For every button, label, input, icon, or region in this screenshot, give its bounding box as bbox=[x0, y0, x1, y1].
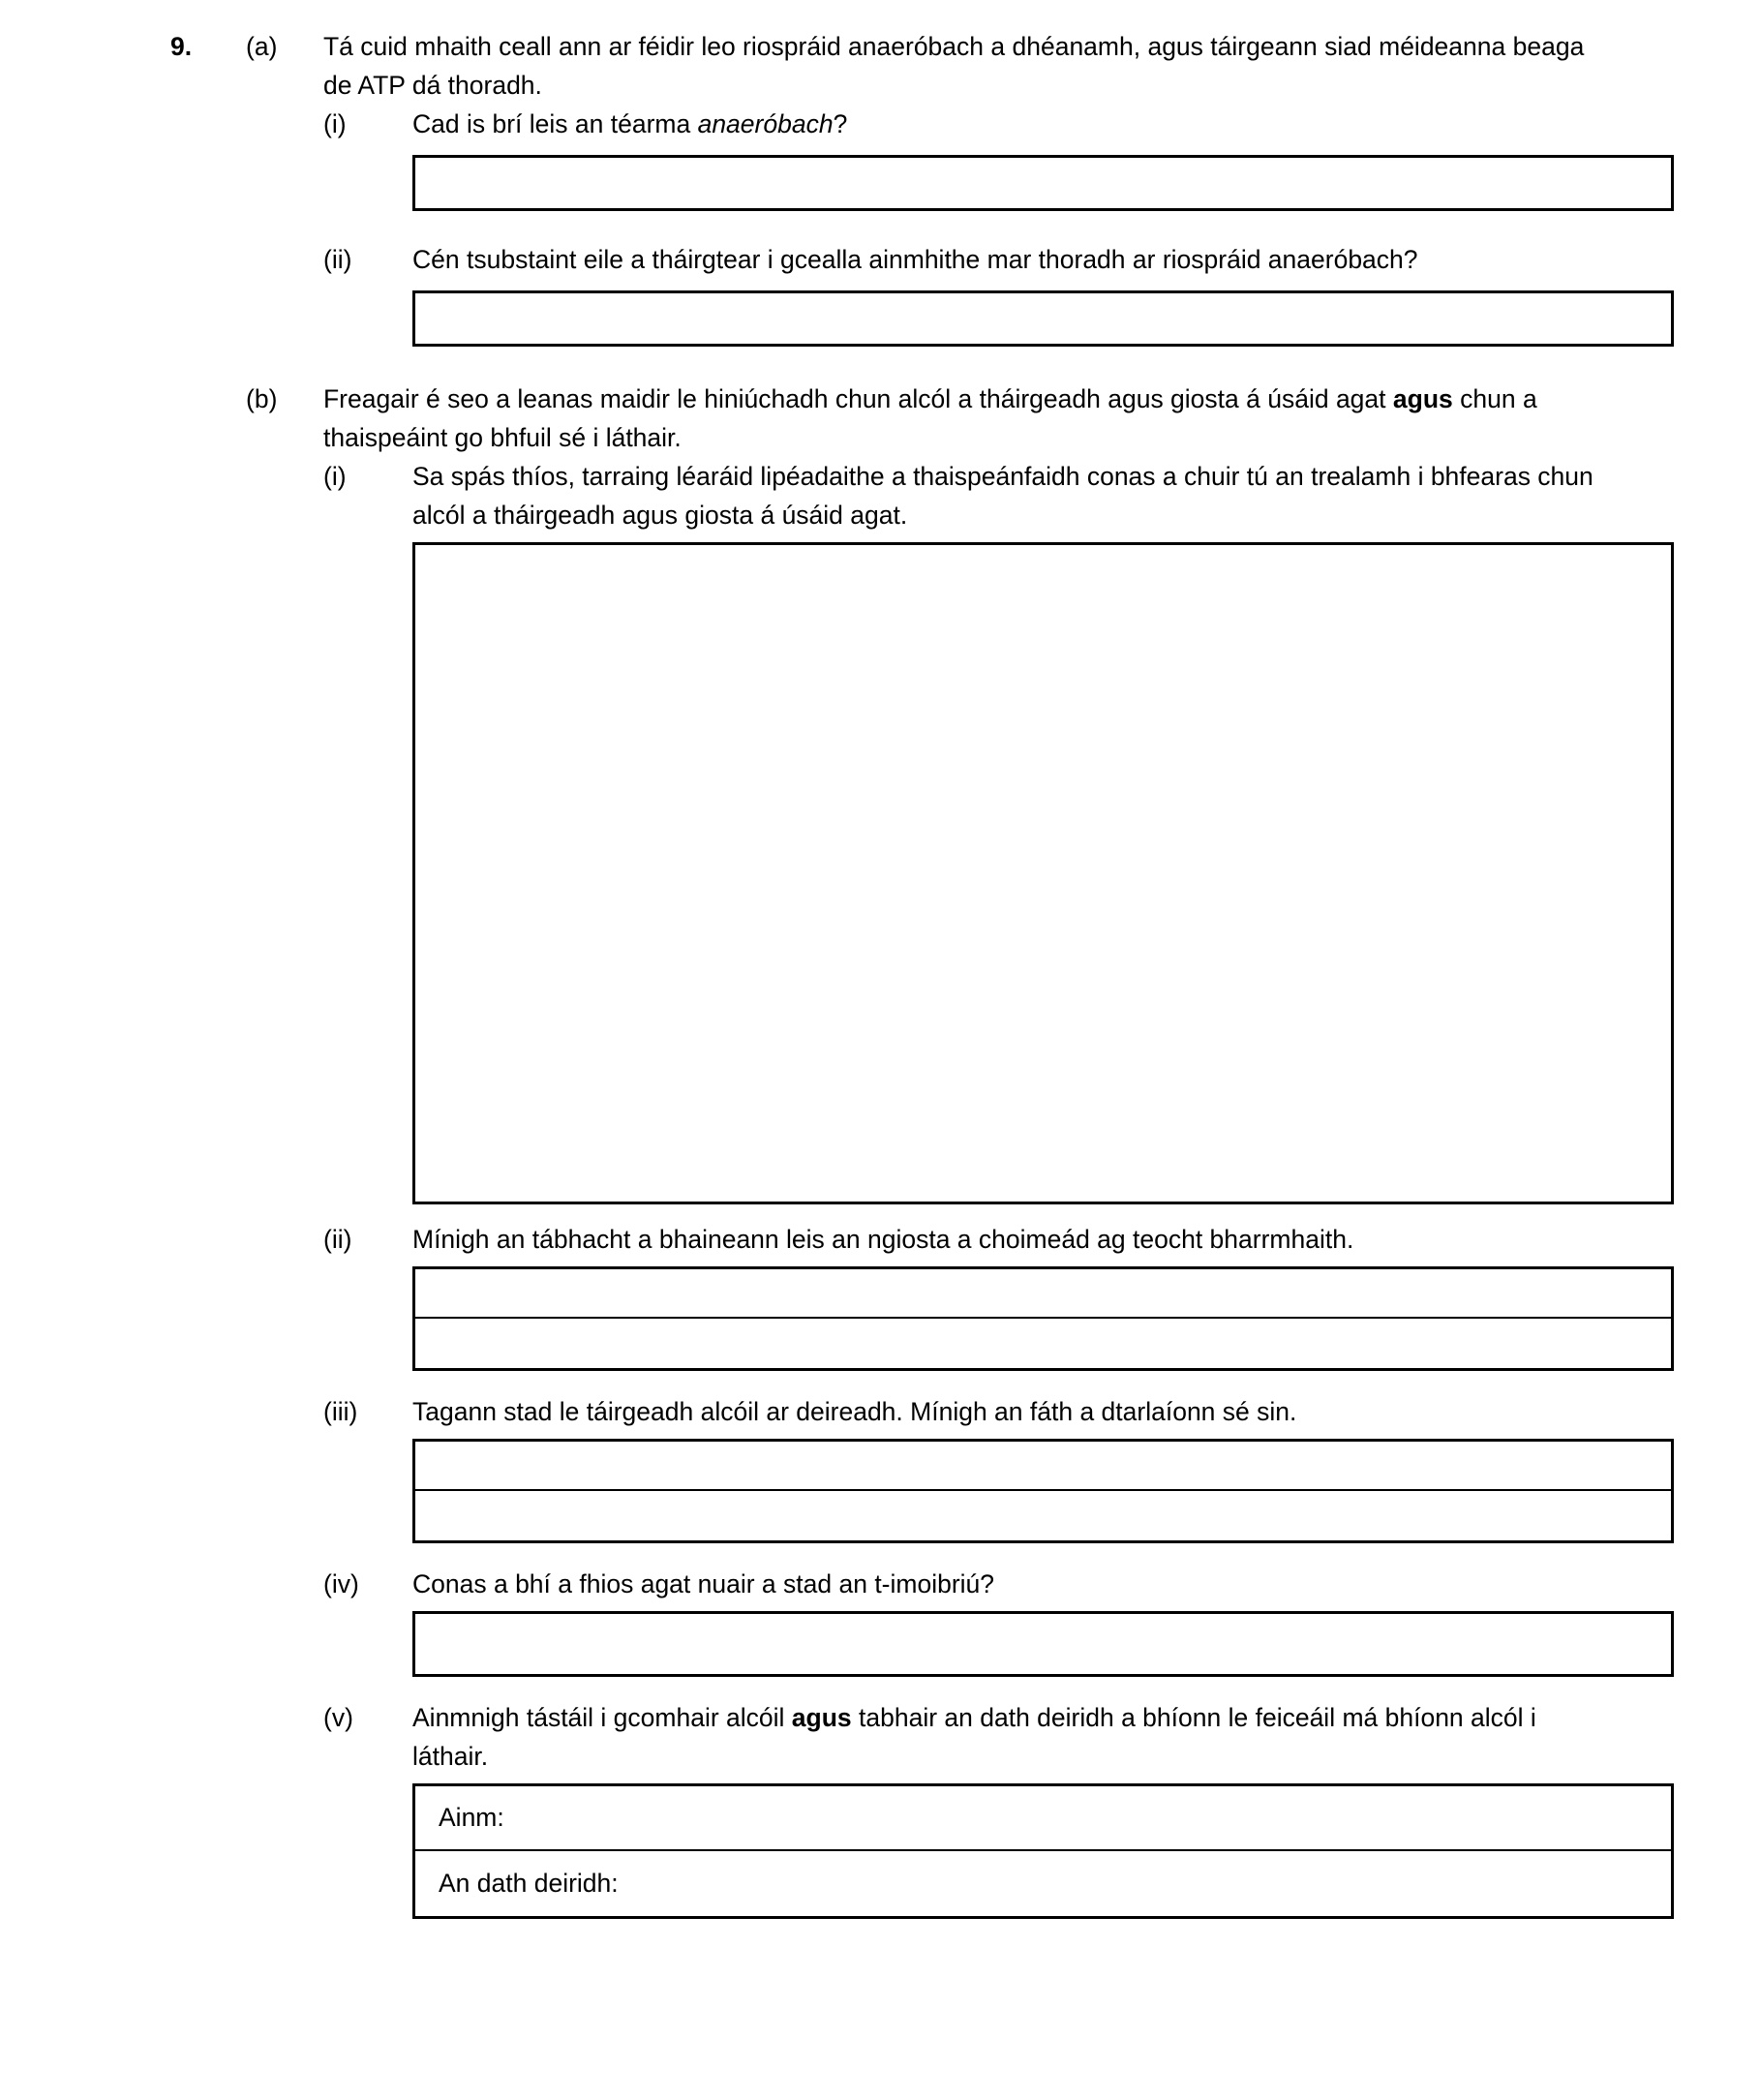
subpart-b-ii-text: Mínigh an tábhacht a bhaineann leis an ngiosta a choimeád ag teocht bharrmhaith. bbox=[412, 1225, 1354, 1254]
answer-box-a-i[interactable] bbox=[412, 155, 1674, 211]
subpart-b-i-body bbox=[412, 457, 1593, 534]
subpart-b-ii-roman: (ii) bbox=[323, 1225, 352, 1254]
question-number: 9. bbox=[170, 32, 193, 61]
subpart-b-i-text: Sa spás thíos, tarraing léaráid lipéadaithe a thaispeánfaidh conas a chuir tú an trealamh i bhfearas chun alcól a tháirgeadh agus giosta á úsáid agat. bbox=[412, 462, 1593, 530]
answer-box-a-ii[interactable] bbox=[412, 290, 1674, 347]
part-a-stem: Tá cuid mhaith ceall ann ar féidir leo riospráid anaeróbach a dhéanamh, agus táirgeann siad méideanna beaga de ATP dá thoradh. bbox=[323, 32, 1585, 100]
subpart-b-v-text-bold: agus bbox=[791, 1703, 852, 1732]
part-b-body bbox=[323, 380, 1760, 1919]
subpart-a-i-text-post: ? bbox=[833, 109, 848, 138]
subpart-b-v-text-pre: Ainmnigh tástáil i gcomhair alcóil bbox=[412, 1703, 792, 1732]
subpart-b-v-text-post: tabhair an dath deiridh a bhíonn le feiceáil má bhíonn alcól i láthair. bbox=[412, 1703, 1536, 1771]
part-a-body bbox=[323, 27, 1760, 347]
field-label-ainm: Ainm: bbox=[439, 1803, 504, 1832]
answer-box-b-iv[interactable] bbox=[412, 1611, 1674, 1677]
subpart-b-iii-body bbox=[412, 1392, 1593, 1431]
field-row-ainm[interactable] bbox=[415, 1786, 1671, 1851]
part-b-stem-pre: Freagair é seo a leanas maidir le hiniúchadh chun alcól a tháirgeadh agus giosta á úsáid agat bbox=[323, 384, 1393, 413]
subpart-a-i-term-italic: anaeróbach bbox=[697, 109, 834, 138]
subpart-b-iv-body bbox=[412, 1565, 1593, 1603]
answer-box-b-ii[interactable] bbox=[412, 1266, 1674, 1371]
field-row-dath-deiridh[interactable] bbox=[415, 1851, 1671, 1916]
subpart-a-i-roman: (i) bbox=[323, 109, 347, 138]
answer-line[interactable] bbox=[415, 1491, 1671, 1540]
subpart-b-i-roman: (i) bbox=[323, 462, 347, 491]
subpart-a-i-text bbox=[412, 105, 1593, 143]
subpart-b-ii bbox=[323, 1220, 1593, 1259]
answer-line[interactable] bbox=[415, 1319, 1671, 1368]
answer-box-b-iii[interactable] bbox=[412, 1439, 1674, 1543]
subpart-a-ii-body bbox=[412, 240, 1593, 279]
subpart-a-ii bbox=[323, 240, 1593, 279]
subpart-b-i bbox=[323, 457, 1593, 534]
subpart-b-iii-text: Tagann stad le táirgeadh alcóil ar deireadh. Mínigh an fáth a dtarlaíonn sé sin. bbox=[412, 1397, 1297, 1426]
part-b-stem-bold: agus bbox=[1392, 384, 1453, 413]
subpart-a-i bbox=[323, 105, 1593, 143]
field-label-dath-deiridh: An dath deiridh: bbox=[439, 1869, 619, 1898]
subpart-a-i-text-pre: Cad is brí leis an téarma bbox=[412, 109, 698, 138]
subpart-b-iv-roman: (iv) bbox=[323, 1569, 359, 1598]
subpart-a-ii-roman: (ii) bbox=[323, 245, 352, 274]
answer-line[interactable] bbox=[415, 1442, 1671, 1491]
subpart-b-v-body bbox=[412, 1698, 1593, 1776]
answer-box-b-v[interactable] bbox=[412, 1783, 1674, 1919]
part-letter-b: (b) bbox=[246, 384, 278, 413]
subpart-b-iv-text: Conas a bhí a fhios agat nuair a stad an t-imoibriú? bbox=[412, 1569, 995, 1598]
part-b-stem-post: chun a thaispeáint go bhfuil sé i láthair. bbox=[323, 384, 1537, 452]
drawing-answer-box-b-i[interactable] bbox=[412, 542, 1674, 1204]
answer-line[interactable] bbox=[415, 1269, 1671, 1319]
subpart-b-ii-body bbox=[412, 1220, 1593, 1259]
subpart-b-v-roman: (v) bbox=[323, 1703, 353, 1732]
subpart-b-iv bbox=[323, 1565, 1593, 1603]
subpart-a-ii-text: Cén tsubstaint eile a tháirgtear i gcealla ainmhithe mar thoradh ar riospráid anaeróbach? bbox=[412, 245, 1418, 274]
question-9-row bbox=[0, 27, 1760, 347]
subpart-a-i-body bbox=[412, 105, 1593, 143]
subpart-b-v-text bbox=[412, 1698, 1593, 1776]
subpart-b-iii-roman: (iii) bbox=[323, 1397, 358, 1426]
part-b-stem bbox=[323, 380, 1593, 457]
part-letter-a: (a) bbox=[246, 32, 278, 61]
part-b-row bbox=[0, 380, 1760, 1919]
subpart-b-v bbox=[323, 1698, 1593, 1776]
subpart-b-iii bbox=[323, 1392, 1593, 1431]
